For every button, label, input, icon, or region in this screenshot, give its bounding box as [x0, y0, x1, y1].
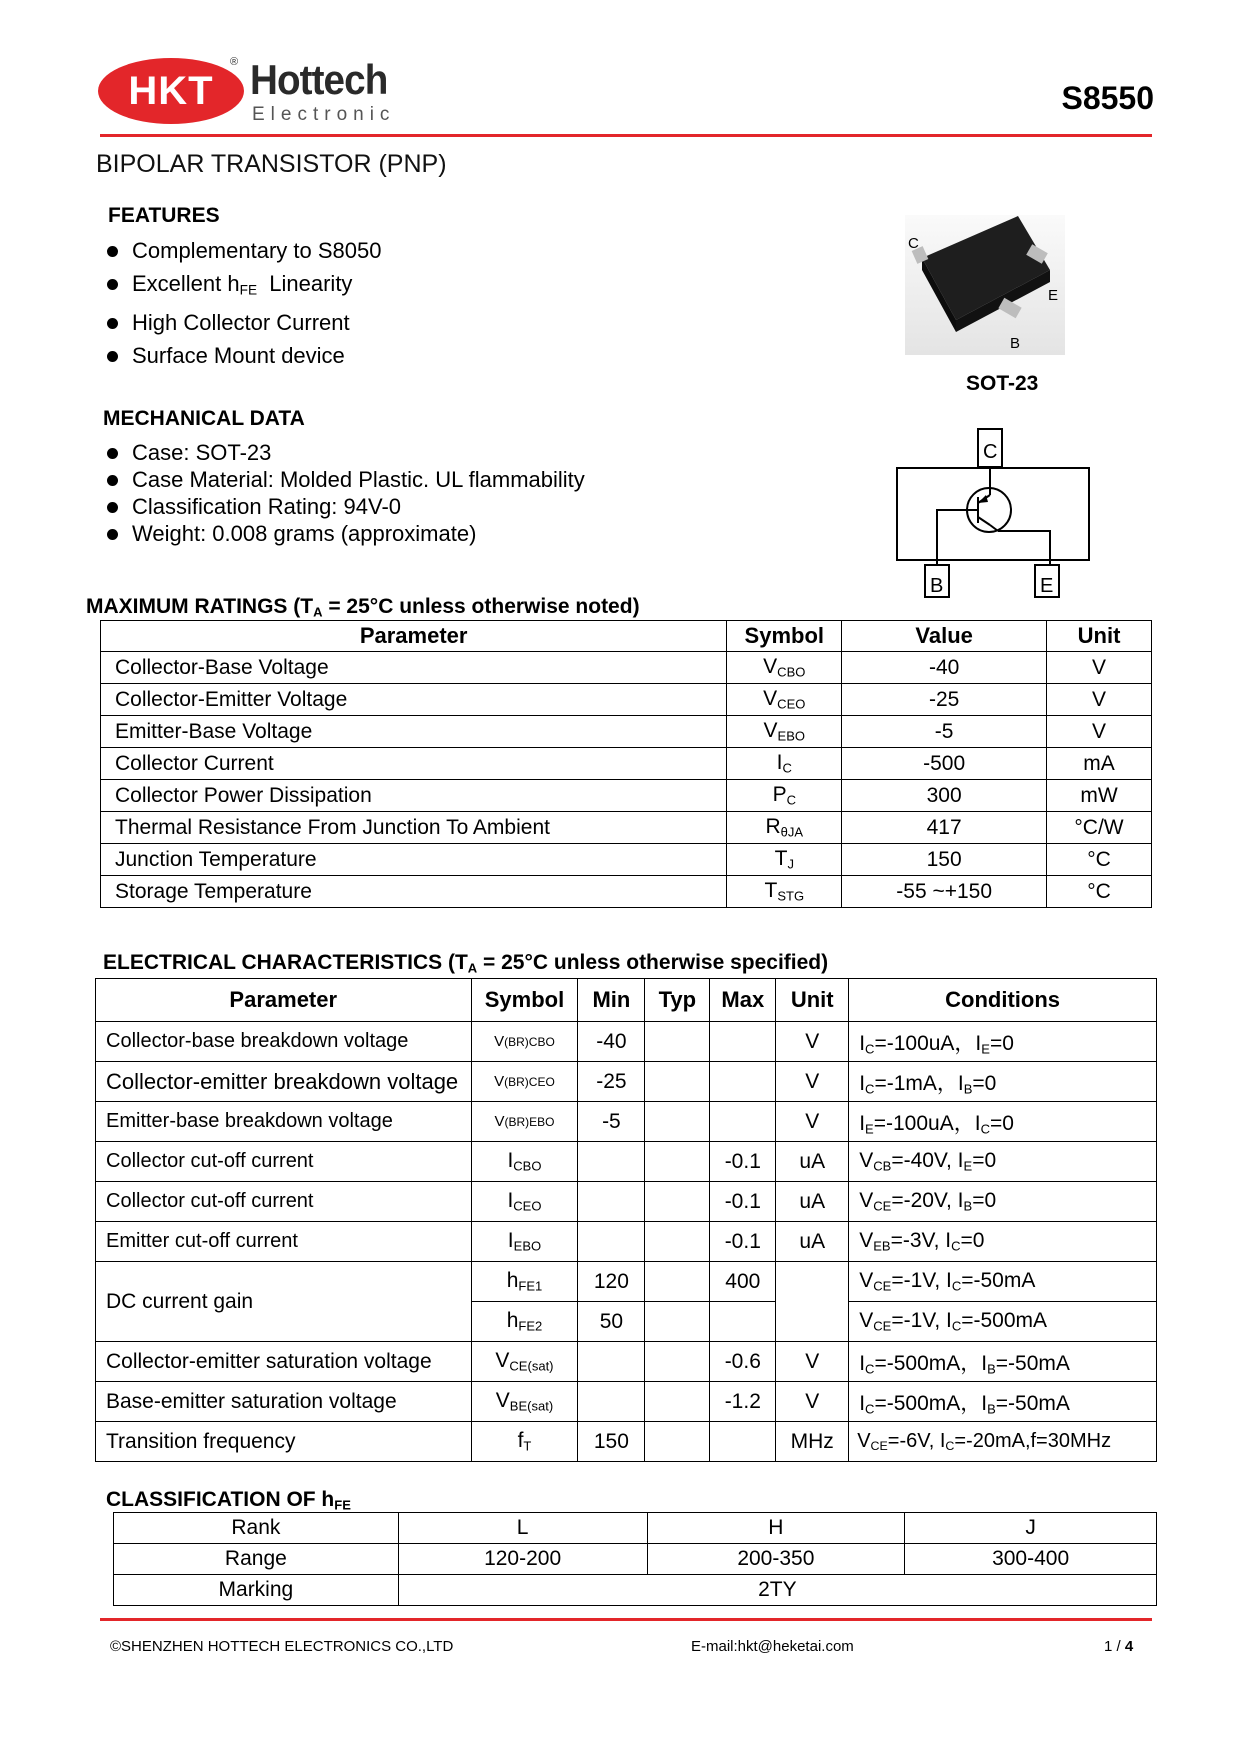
- registered-mark: ®: [230, 56, 239, 68]
- hfe-classification-table: [113, 1512, 1157, 1606]
- pkg-pin-b-label: B: [1010, 335, 1021, 352]
- table-row: Collector cut-off current $I_{CBO}$ -0.1 uA $V_{CB}=-40V$, $I_E=0$: [96, 1142, 1157, 1182]
- table-row: Thermal Resistance From Junction To Ambient $R_{\theta JA}$ 417 °C/W: [101, 812, 1152, 844]
- schematic-pin-b: B: [930, 575, 944, 597]
- table-header-row: Parameter Symbol Value Unit: [101, 621, 1152, 652]
- table-row: Collector Current $I_C$ -500 mA: [101, 748, 1152, 780]
- features-list: [106, 234, 381, 372]
- mechanical-list: [106, 439, 585, 547]
- table-row: Rank L H J: [114, 1513, 1157, 1544]
- table-row: Collector-base breakdown voltage V(BR)CBO -40 V $I_C=-100uA$，$I_E=0$: [96, 1022, 1157, 1062]
- feature-item: Complementary to S8050: [106, 234, 381, 267]
- mechanical-item: Weight: 0.008 grams (approximate): [106, 520, 585, 547]
- mechanical-item: Case Material: Molded Plastic. UL flammability: [106, 466, 585, 493]
- part-number: S8550: [1061, 80, 1154, 116]
- features-heading: FEATURES: [108, 204, 220, 227]
- header-divider: [100, 134, 1152, 137]
- pkg-pin-e-label: E: [1048, 287, 1059, 304]
- table-row: Collector cut-off current $I_{CEO}$ -0.1 uA $V_{CE}=-20V$, $I_B=0$: [96, 1182, 1157, 1222]
- table-row: Collector-Emitter Voltage $V_{CEO}$ -25 V: [101, 684, 1152, 716]
- max-ratings-title: MAXIMUM RATINGS ($T_A = 25^\circ C$ unless otherwise noted): [86, 595, 640, 620]
- brand-subtitle: Electronic: [252, 104, 396, 125]
- classification-title: CLASSIFICATION OF $h_{FE}$: [106, 1488, 351, 1513]
- table-row: Collector Power Dissipation $P_C$ 300 mW: [101, 780, 1152, 812]
- footer-company: ©SHENZHEN HOTTECH ELECTRONICS CO.,LTD: [110, 1638, 454, 1655]
- package-label: SOT-23: [966, 372, 1039, 395]
- table-header-row: Parameter Symbol Min Typ Max Unit Conditions: [96, 979, 1157, 1022]
- footer-divider: [100, 1618, 1152, 1621]
- feature-item: High Collector Current: [106, 306, 381, 339]
- brand-name: Hottech: [250, 56, 388, 103]
- electrical-title: ELECTRICAL CHARACTERISTICS ($T_A = 25^\circ C$ unless otherwise specified): [103, 951, 829, 976]
- electrical-characteristics-table: [95, 978, 1157, 1462]
- mechanical-heading: MECHANICAL DATA: [103, 407, 305, 430]
- table-row: Junction Temperature $T_J$ 150 °C: [101, 844, 1152, 876]
- table-row: Range 120-200 200-350 300-400: [114, 1544, 1157, 1575]
- logo-text: HKT: [128, 69, 214, 113]
- table-row: Collector-Base Voltage $V_{CBO}$ -40 V: [101, 652, 1152, 684]
- table-row: Marking 2TY: [114, 1575, 1157, 1606]
- table-row: Storage Temperature $T_{STG}$ -55 ~+150 °C: [101, 876, 1152, 908]
- table-row: Transition frequency $f_T$ 150 MHz $V_{CE}=-6V$, $I_C=-20mA,f=30MHz$: [96, 1422, 1157, 1462]
- table-row: Base-emitter saturation voltage $V_{BE(sat)}$ -1.2 V $I_C=-500mA$，$I_B=-50mA$: [96, 1382, 1157, 1422]
- max-ratings-table: [100, 620, 1152, 908]
- table-row: Collector-emitter saturation voltage $V_{CE(sat)}$ -0.6 V $I_C=-500mA$，$I_B=-50mA$: [96, 1342, 1157, 1382]
- table-row: Emitter-base breakdown voltage V(BR)EBO -5 V $I_E=-100uA$，$I_C=0$: [96, 1102, 1157, 1142]
- table-row: Collector-emitter breakdown voltage V(BR)CEO -25 V $I_C=-1mA$，$I_B=0$: [96, 1062, 1157, 1102]
- document-subtitle: BIPOLAR TRANSISTOR (PNP): [96, 150, 447, 178]
- pnp-schematic-diagram: [890, 425, 1100, 600]
- pkg-pin-c-label: C: [908, 235, 919, 252]
- feature-item: Excellent $h_{FE}$ Linearity: [106, 267, 381, 306]
- table-row: Emitter cut-off current $I_{EBO}$ -0.1 uA $V_{EB}=-3V$, $I_C=0$: [96, 1222, 1157, 1262]
- feature-item: Surface Mount device: [106, 339, 381, 372]
- footer-email: E-mail:hkt@heketai.com: [691, 1638, 854, 1655]
- table-row: DC current gain $h_{FE1}$ 120 400 $V_{CE}=-1V$, $I_C=-50mA$: [96, 1262, 1157, 1302]
- footer-page-number: 1 / 4: [1104, 1638, 1134, 1655]
- mechanical-item: Case: SOT-23: [106, 439, 585, 466]
- table-row: $h_{FE2}$ 50 $V_{CE}=-1V$, $I_C=-500mA$: [96, 1302, 1157, 1342]
- table-row: Emitter-Base Voltage $V_{EBO}$ -5 V: [101, 716, 1152, 748]
- sot23-package-image: [900, 210, 1070, 360]
- schematic-pin-e: E: [1040, 575, 1054, 597]
- mechanical-item: Classification Rating: 94V-0: [106, 493, 585, 520]
- schematic-pin-c: C: [983, 441, 998, 463]
